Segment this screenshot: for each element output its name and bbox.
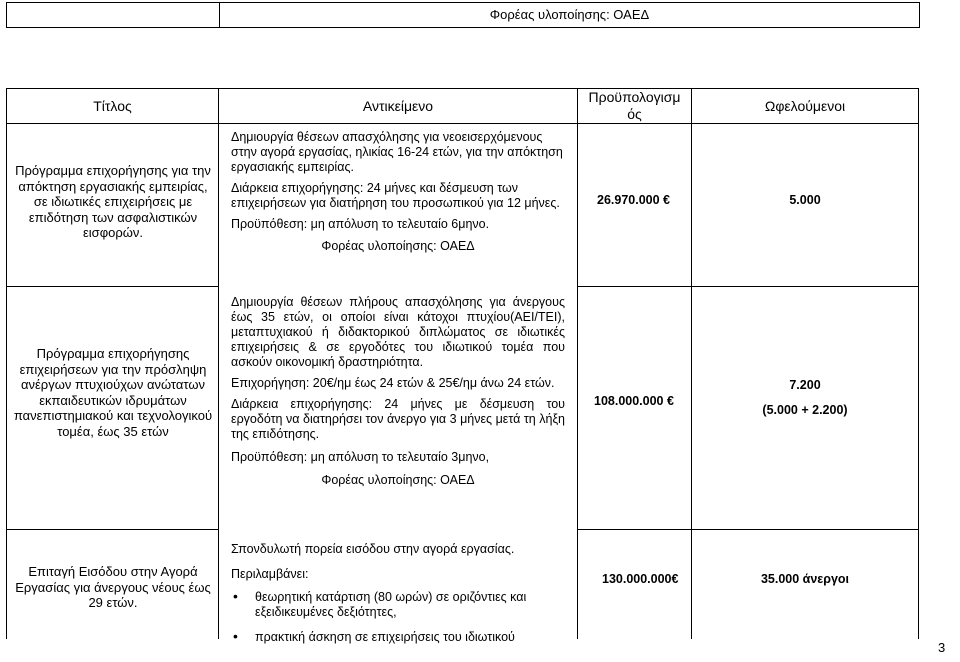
- row3-includes: Περιλαμβάνει:: [231, 567, 309, 581]
- header-object: Αντικείμενο: [362, 97, 434, 114]
- row2-duration: Διάρκεια επιχορήγησης: 24 μήνες με δέσμευση του εργοδότη να διατηρήσει τον άνεργο για 3 μήνες μετά τη λήξη της επιδότησης.: [231, 397, 565, 441]
- programs-table: [6, 88, 919, 644]
- row2-title: Πρόγραμμα επιχορήγησης επιχειρήσεων για την πρόσληψη ανέργων πτυχιούχων ανώτατων εκπαιδευτικών ιδρυμάτων πανεπιστημιακού και τεχνολογικού τομέα, έως 35 ετών: [13, 346, 213, 439]
- row2-budget: 108.000.000 €: [594, 394, 674, 408]
- row3-beneficiaries: 35.000 άνεργοι: [760, 572, 850, 586]
- row3-budget: 130.000.000€: [602, 572, 679, 586]
- column-divider: [918, 89, 919, 639]
- row3-title: Επιταγή Εισόδου στην Αγορά Εργασίας για άνεργους νέους έως 29 ετών.: [15, 564, 211, 610]
- row2-beneficiaries: [692, 378, 918, 418]
- row2-description: Δημιουργία θέσεων πλήρους απασχόλησης για άνεργους έως 35 ετών, οι οποίοι είναι κάτοχοι πτυχίου(ΑΕΙ/ΤΕΙ), μεταπτυχιακού ή διδακτορικού διπλώματος σε ιδιωτικές επιχειρήσεις & σε εργοδότες του ιδιωτικού τομέα που ασκούν οικονομική δραστηριότητα.: [231, 295, 565, 369]
- row1-beneficiaries: 5.000: [789, 193, 821, 207]
- row1-agency: Φορέας υλοποίησης: ΟΑΕΔ: [321, 239, 475, 253]
- header-beneficiaries: Ωφελούμενοι: [764, 97, 846, 114]
- row2-subsidy: Επιχορήγηση: 20€/ημ έως 24 ετών & 25€/ημ άνω 24 ετών.: [231, 376, 555, 390]
- row-divider: [577, 529, 919, 530]
- row1-budget: 26.970.000 €: [597, 193, 670, 207]
- column-divider: [218, 89, 219, 639]
- row-divider: [577, 286, 919, 287]
- row-divider: [7, 286, 219, 287]
- euro-icon: €: [663, 193, 670, 207]
- row3-description: Σπονδυλωτή πορεία εισόδου στην αγορά εργασίας.: [231, 542, 515, 556]
- row-divider: [7, 529, 219, 530]
- header-budget: Προϋπολογισμ ός: [588, 89, 681, 122]
- top-row: [6, 2, 920, 28]
- header-title: Τίτλος: [93, 97, 132, 114]
- page-number: 3: [938, 640, 946, 655]
- row2-object: [231, 295, 565, 494]
- column-divider: [691, 89, 692, 639]
- row1-object: [231, 130, 565, 260]
- row1-description: Δημιουργία θέσεων απασχόλησης για νεοεισερχόμενους στην αγορά εργασίας, ηλικίας 16-24 ετών, για την απόκτηση εργασιακής εμπειρίας.: [231, 130, 563, 174]
- row3-bullet-list: [231, 590, 565, 645]
- list-item: • πρακτική άσκηση σε επιχειρήσεις του ιδιωτικού: [231, 630, 565, 645]
- row-divider: [7, 123, 919, 124]
- row2-condition: Προϋπόθεση: μη απόλυση το τελευταίο 3μηνο,: [231, 450, 490, 464]
- column-divider: [577, 89, 578, 639]
- list-item: • θεωρητική κατάρτιση (80 ωρών) σε οριζόντιες και εξειδικευμένες δεξιότητες,: [231, 590, 565, 620]
- row2-beneficiaries-total: 7.200: [789, 378, 821, 392]
- row1-duration: Διάρκεια επιχορήγησης: 24 μήνες και δέσμευση των επιχειρήσεων για διατήρηση του προσωπικού για 12 μήνες.: [231, 181, 560, 210]
- euro-icon: €: [667, 394, 674, 408]
- euro-icon: €: [671, 572, 679, 586]
- row2-agency: Φορέας υλοποίησης: ΟΑΕΔ: [321, 473, 475, 487]
- top-row-empty-cell: [7, 3, 220, 27]
- row1-title: Πρόγραμμα επιχορήγησης για την απόκτηση εργασιακής εμπειρίας, σε ιδιωτικές επιχειρήσεις με επιδότηση των ασφαλιστικών εισφορών.: [15, 163, 211, 240]
- row1-condition: Προϋπόθεση: μη απόλυση το τελευταίο 6μηνο.: [231, 217, 490, 231]
- row3-object: [231, 542, 565, 655]
- top-row-agency: Φορέας υλοποίησης: ΟΑΕΔ: [489, 7, 650, 22]
- row2-beneficiaries-breakdown: (5.000 + 2.200): [762, 403, 848, 417]
